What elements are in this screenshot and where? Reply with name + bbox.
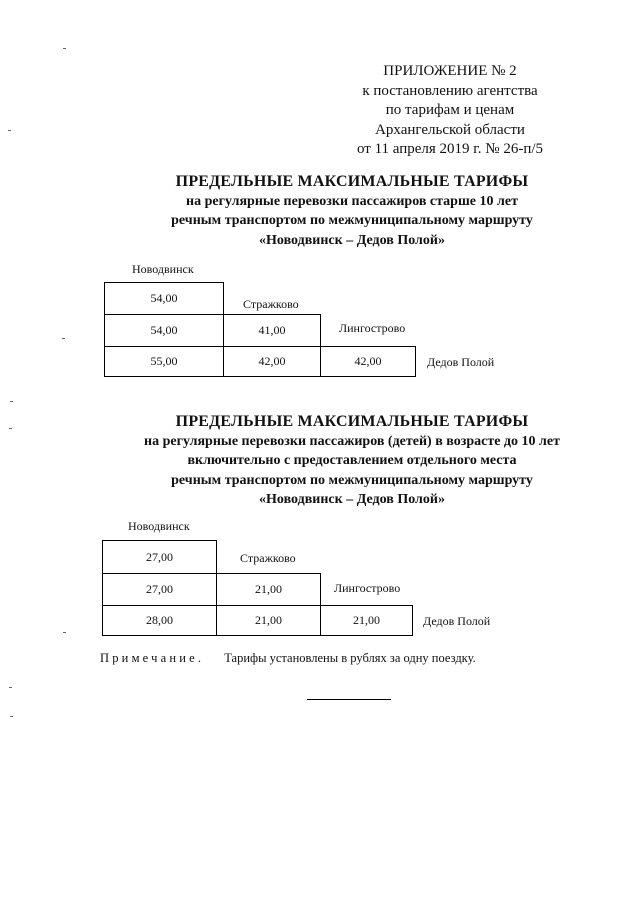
station-novodvinsk: Новодвинск [128,519,190,533]
tariff-cell: 21,00 [216,605,321,636]
tariff-cell: 21,00 [320,605,413,636]
tariff-cell: 42,00 [223,346,321,377]
appendix-line: по тарифам и ценам [385,102,515,118]
section1-title: ПРЕДЕЛЬНЫЕ МАКСИМАЛЬНЫЕ ТАРИФЫ [175,173,529,190]
appendix-line: Архангельской области [375,121,525,138]
scan-mark [62,338,65,339]
scan-mark [63,48,66,49]
station-dedov-poloy: Дедов Полой [423,614,491,628]
tariff-cell: 27,00 [102,573,217,606]
section1-subtitle-line: речным транспортом по межмуниципальному маршруту [171,213,533,228]
note-label: Примечание. [100,651,205,665]
station-novodvinsk: Новодвинск [132,262,194,276]
tariff-cell: 55,00 [104,346,224,377]
appendix-date-line: от 11 апреля 2019 г. № 26-п/5 [356,141,544,157]
scan-mark [10,716,13,717]
appendix-number: ПРИЛОЖЕНИЕ № 2 [383,63,517,79]
station-lingostrovo: Лингострово [334,581,401,595]
scan-mark [9,687,12,688]
scan-mark [8,130,11,131]
section2-subtitle-line: включительно с предоставлением отдельного места [187,453,517,468]
section1-subtitle-line: на регулярные перевозки пассажиров старше 10 лет [186,193,518,209]
section1-route-name: «Новодвинск – Дедов Полой» [259,232,445,248]
appendix-header [320,62,580,160]
appendix-line: к постановлению агентства [362,82,538,99]
scan-mark [63,632,66,633]
note [100,651,476,666]
section2-route-name: «Новодвинск – Дедов Полой» [259,492,445,507]
station-strazhkovo: Стражково [240,551,296,565]
tariff-cell: 28,00 [102,605,217,636]
scan-mark [9,428,12,429]
tariff-cell: 27,00 [102,540,217,574]
tariff-cell: 42,00 [320,346,416,377]
station-dedov-poloy: Дедов Полой [427,355,495,369]
section2-subtitle-line: речным транспортом по межмуниципальному маршруту [171,472,533,488]
tariff-cell: 41,00 [223,314,321,347]
closing-rule [307,699,391,700]
station-strazhkovo: Стражково [243,297,299,311]
section2-subtitle-line: на регулярные перевозки пассажиров (детей) в возрасте до 10 лет [144,433,560,449]
note-text: Тарифы установлены в рублях за одну поездку. [224,651,476,665]
tariff-cell: 54,00 [104,314,224,347]
section2-heading [32,412,640,510]
section2-title: ПРЕДЕЛЬНЫЕ МАКСИМАЛЬНЫЕ ТАРИФЫ [175,413,529,430]
station-lingostrovo: Лингострово [339,321,406,335]
scan-mark [10,401,13,402]
tariff-cell: 54,00 [104,282,224,315]
tariff-cell: 21,00 [216,573,321,606]
section1-heading [32,172,640,250]
